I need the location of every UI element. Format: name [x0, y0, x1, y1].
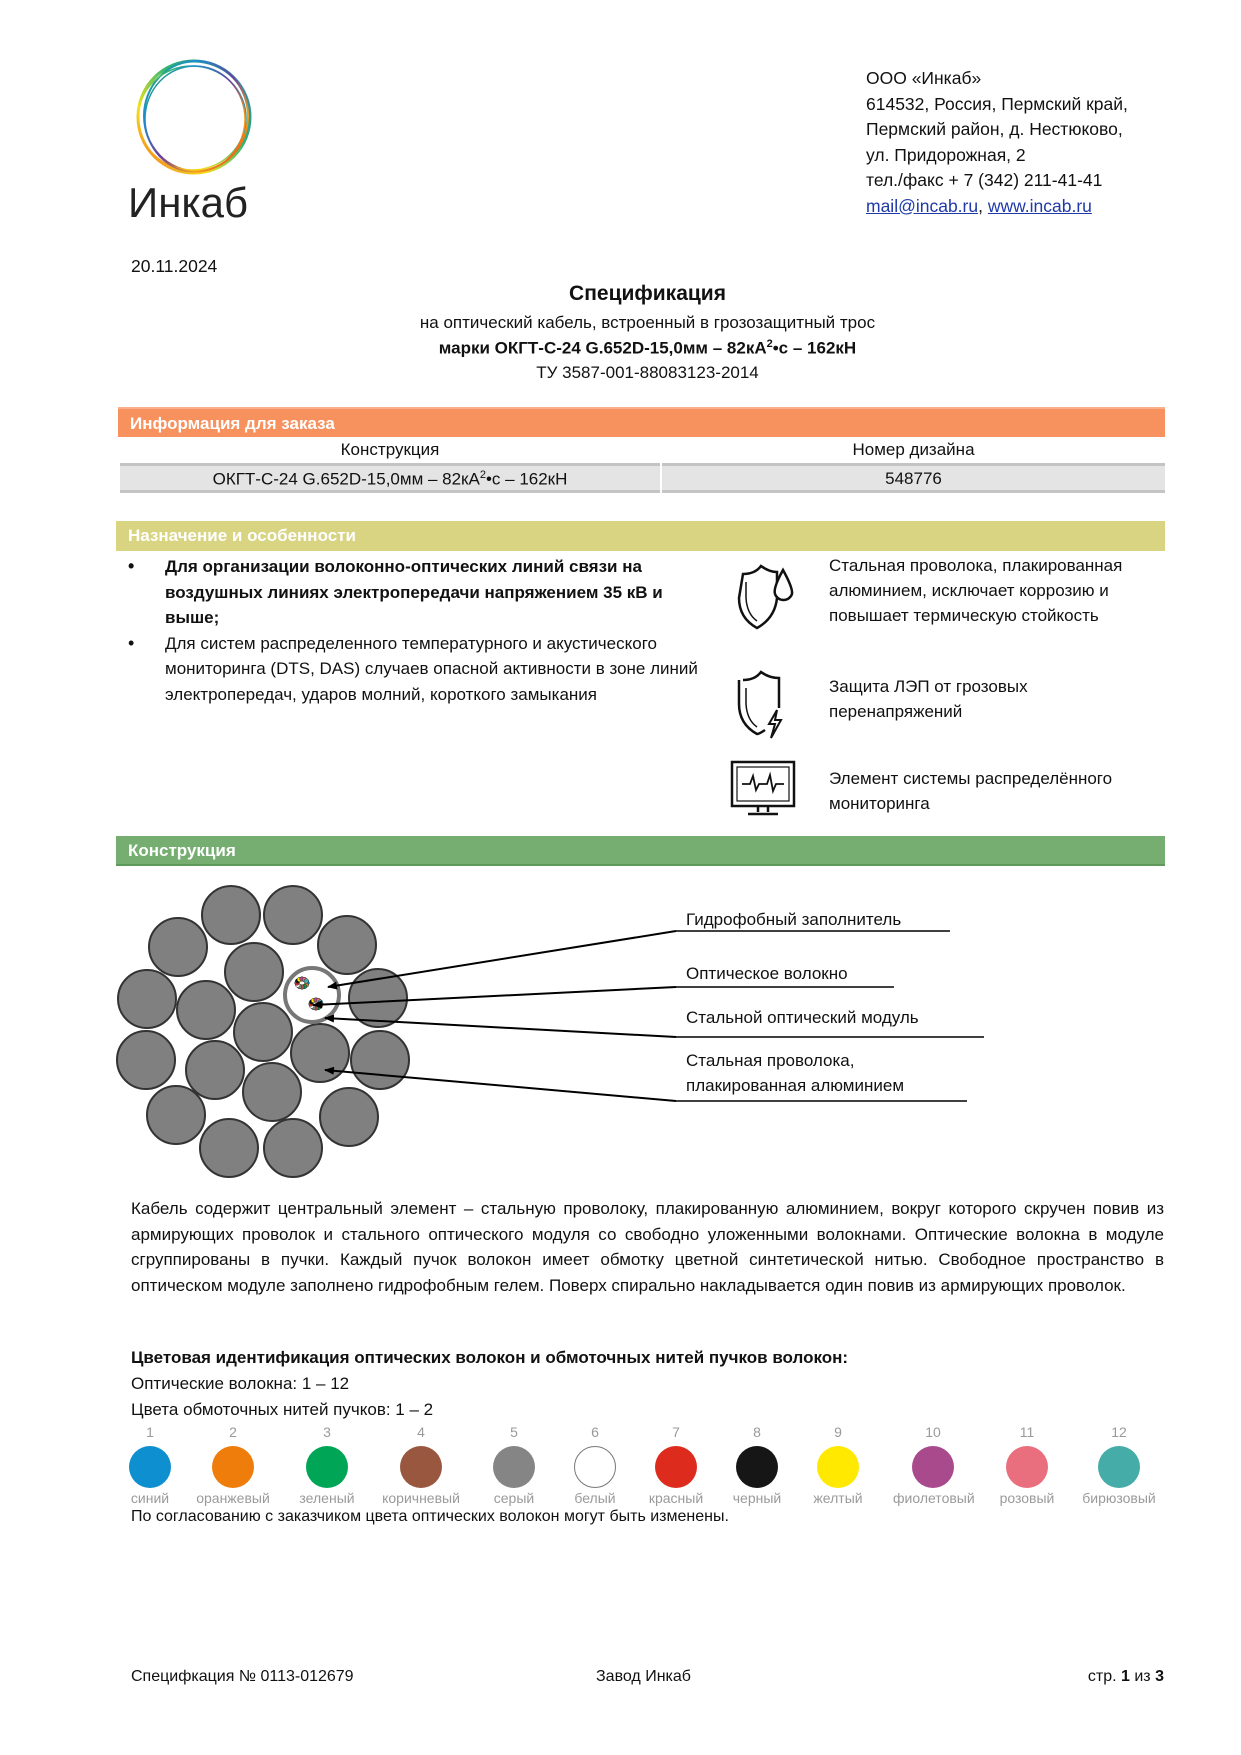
swatch-name: черный: [732, 1490, 782, 1506]
steel-wire: [349, 969, 407, 1027]
color-swatch-12: [1079, 1424, 1159, 1506]
swatch-name: фиолетовый: [893, 1490, 975, 1506]
diagram-label: Стальная проволока, плакированная алюминием: [686, 1051, 905, 1095]
pointer-arrow: [325, 1018, 676, 1037]
swatch-number: 1: [146, 1424, 154, 1440]
steel-wire: [149, 918, 207, 976]
order-section-header: Информация для заказа: [118, 407, 1165, 437]
purpose-list: [128, 554, 698, 707]
threads-range: Цвета обмоточных нитей пучков: 1 – 2: [131, 1400, 434, 1419]
steel-wire: [318, 916, 376, 974]
swatch-number: 10: [925, 1424, 941, 1440]
diagram-label: Оптическое волокно: [686, 964, 848, 983]
footer-factory: Завод Инкаб: [596, 1668, 691, 1685]
swatch-circle: [400, 1446, 442, 1488]
steel-wire: [186, 1041, 244, 1099]
steel-wire: [264, 886, 322, 944]
steel-wire: [243, 1063, 301, 1121]
page-title: Спецификация: [569, 282, 726, 305]
swatch-name: красный: [648, 1490, 704, 1506]
swatch-circle: [306, 1446, 348, 1488]
swatch-name: белый: [574, 1490, 616, 1506]
design-number-value: 548776: [885, 469, 942, 488]
subtitle: на оптический кабель, встроенный в грозозащитный трос: [419, 313, 876, 332]
optical-fiber: [295, 983, 300, 988]
logo-text: Инкаб: [128, 179, 249, 226]
list-item: • Для организации волоконно-оптических линий связи на воздушных линиях электропередачи напряжением 35 кВ и выше;: [128, 554, 698, 631]
color-swatch-11: [987, 1424, 1067, 1506]
fibers-range: Оптические волокна: 1 – 12: [131, 1374, 350, 1393]
shield-lightning-icon: [735, 668, 797, 740]
optical-fiber: [304, 983, 309, 988]
steel-wire: [234, 1003, 292, 1061]
swatch-circle: [736, 1446, 778, 1488]
optical-fiber: [319, 1002, 324, 1007]
swatch-number: 8: [753, 1424, 761, 1440]
document-date: 20.11.2024: [131, 256, 218, 276]
footer-spec-number: Специфкация № 0113-012679: [131, 1668, 354, 1685]
swatch-name: желтый: [813, 1490, 863, 1506]
color-swatch-5: [474, 1424, 554, 1506]
pointer-arrow: [325, 1070, 676, 1101]
swatch-number: 6: [591, 1424, 599, 1440]
color-swatch-10: [893, 1424, 973, 1506]
swatch-circle: [655, 1446, 697, 1488]
col-header-construction: Конструкция: [340, 440, 440, 459]
swatch-name: синий: [130, 1490, 170, 1506]
optical-fiber: [309, 1004, 314, 1009]
address-line: 614532, Россия, Пермский край,: [866, 93, 1128, 114]
color-swatch-6: [555, 1424, 635, 1506]
optical-fiber: [318, 1004, 323, 1009]
swatch-circle: [493, 1446, 535, 1488]
swatch-number: 4: [417, 1424, 425, 1440]
swatch-circle: [574, 1446, 616, 1488]
tu-number: ТУ 3587-001-88083123-2014: [536, 363, 759, 382]
swatch-number: 7: [672, 1424, 680, 1440]
swatch-circle: [1006, 1446, 1048, 1488]
pointer-arrow: [313, 987, 676, 1005]
steel-wire: [118, 970, 176, 1028]
color-id-heading: Цветовая идентификация оптических волокон и обмоточных нитей пучков волокон:: [131, 1348, 849, 1367]
steel-wire: [264, 1119, 322, 1177]
color-swatch-7: [636, 1424, 716, 1506]
steel-wire: [351, 1031, 409, 1089]
color-swatch-1: [110, 1424, 190, 1506]
cable-brand: марки ОКГТ-С-24 $G.652D-15,0мм - 82кА^2•с - 162кН$: [438, 338, 857, 358]
swatch-circle: [129, 1446, 171, 1488]
steel-wire: [202, 886, 260, 944]
optical-fiber: [295, 979, 300, 984]
separator: ,: [978, 195, 988, 216]
company-address: [866, 66, 1128, 219]
optical-fiber: [316, 998, 321, 1003]
col-header-design-number: Номер дизайна: [852, 440, 975, 459]
swatch-name: зеленый: [299, 1490, 355, 1506]
feature-text: Элемент системы распределённого мониторинга: [829, 769, 1113, 813]
company-name: ООО «Инкаб»: [866, 68, 982, 88]
swatch-number: 2: [229, 1424, 237, 1440]
swatch-name: розовый: [999, 1490, 1055, 1506]
swatch-name: бирюзовый: [1082, 1490, 1156, 1506]
optical-fiber: [309, 1000, 314, 1005]
purpose-section-header: Назначение и особенности: [116, 521, 1165, 551]
list-item: • Для систем распределенного температурного и акустического мониторинга (DTS, DAS) случаев опасной активности в зоне линий электропередач, ударов молний, короткого замыкания: [128, 631, 698, 708]
optical-fiber: [300, 985, 305, 990]
swatch-circle: [1098, 1446, 1140, 1488]
swatch-name: серый: [493, 1490, 535, 1506]
phone: тел./факс + 7 (342) 211-41-41: [866, 170, 1103, 190]
steel-wire: [320, 1088, 378, 1146]
construction-value: ОКГТ-С-24 $G.652D-15,0мм - 82кА^2•с - 162кН$: [212, 469, 568, 489]
swatch-number: 9: [834, 1424, 842, 1440]
steel-wire: [117, 1031, 175, 1089]
optical-fiber: [311, 1005, 316, 1010]
steel-wire: [147, 1086, 205, 1144]
address-line: ул. Придорожная, 2: [866, 144, 1026, 165]
pointer-arrow: [328, 931, 676, 987]
address-line: Пермский район, д. Нестюково,: [866, 119, 1123, 139]
color-swatch-3: [287, 1424, 367, 1506]
steel-wire: [200, 1119, 258, 1177]
swatch-circle: [912, 1446, 954, 1488]
optical-fiber: [311, 998, 316, 1003]
swatch-circle: [212, 1446, 254, 1488]
color-note: По согласованию с заказчиком цвета оптических волокон могут быть изменены.: [131, 1508, 729, 1525]
footer-page-number: стр. 1 из 3: [1087, 1668, 1164, 1685]
diagram-label: Гидрофобный заполнитель: [686, 910, 902, 929]
optical-fiber: [314, 1006, 319, 1011]
optical-fiber: [297, 977, 302, 982]
optical-fiber: [302, 984, 307, 989]
logo-rings-icon: [128, 58, 268, 178]
diagram-label: Стальной оптический модуль: [686, 1008, 919, 1027]
swatch-number: 11: [1019, 1424, 1035, 1440]
optical-fiber: [318, 1000, 323, 1005]
shield-drop-icon: [735, 562, 797, 634]
optical-fiber: [304, 979, 309, 984]
optical-fiber: [309, 1002, 314, 1007]
company-logo: [128, 58, 268, 228]
swatch-name: оранжевый: [196, 1490, 270, 1506]
color-swatch-2: [193, 1424, 273, 1506]
optical-module: [285, 968, 339, 1022]
website-link[interactable]: www.incab.ru: [987, 195, 1092, 216]
steel-wire: [291, 1024, 349, 1082]
steel-wire: [225, 943, 283, 1001]
swatch-name: коричневый: [382, 1490, 460, 1506]
optical-fiber: [316, 1005, 321, 1010]
color-swatch-4: [381, 1424, 461, 1506]
optical-fiber: [314, 998, 319, 1003]
optical-fiber: [300, 977, 305, 982]
optical-fiber: [305, 981, 310, 986]
email-link[interactable]: mail@incab.ru: [866, 195, 979, 216]
optical-fiber: [302, 977, 307, 982]
color-swatch-9: [798, 1424, 878, 1506]
steel-wire: [177, 981, 235, 1039]
swatch-number: 12: [1111, 1424, 1127, 1440]
swatch-number: 5: [510, 1424, 518, 1440]
feature-text: Защита ЛЭП от грозовых перенапряжений: [829, 677, 1028, 721]
optical-fiber: [297, 984, 302, 989]
swatch-number: 3: [323, 1424, 331, 1440]
swatch-circle: [817, 1446, 859, 1488]
feature-text: Стальная проволока, плакированная алюминием, исключает коррозию и повышает термическую стойкость: [829, 556, 1123, 625]
color-swatch-8: [717, 1424, 797, 1506]
monitor-pulse-icon: [730, 760, 796, 818]
construction-section-header: Конструкция: [116, 836, 1165, 866]
optical-fiber: [295, 981, 300, 986]
construction-description: Кабель содержит центральный элемент – стальную проволоку, плакированную алюминием, вокруг которого скручен повив из армирующих проволок и стального оптического модуля со свободно уложенными волокнами. Оптические волокна в модуле сгруппированы в пучки. Каждый пучок волокон имеет обмотку цветной синтетической нитью. Свободное пространство в оптическом модуле заполнено гидрофобным гелем. Поверх спирально накладывается один повив из армирующих проволок.: [131, 1199, 1164, 1295]
